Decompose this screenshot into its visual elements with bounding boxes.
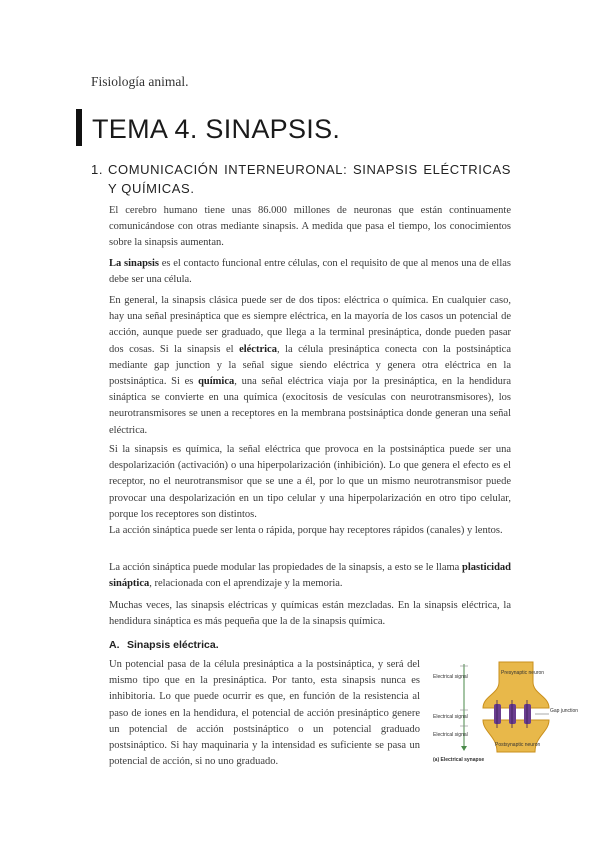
label-gap-junction: Gap junction bbox=[550, 708, 579, 714]
subsection-letter: A. bbox=[109, 639, 120, 651]
bold-term: eléctrica bbox=[239, 343, 277, 355]
bold-term: La sinapsis bbox=[109, 258, 160, 269]
bold-term: química bbox=[198, 376, 235, 388]
signal-arrow-head bbox=[461, 746, 467, 751]
paragraph-text: , relacionada con el aprendizaje y la memoria. bbox=[149, 578, 343, 590]
paragraph-8: Un potencial pasa de la célula presináptica a la postsináptica, y será del mismo tipo que en la presináptica. Por tanto, esta sinapsis nunca es inhibitoria. Lo que puede ocurrir es que, en función de la resistencia al paso de iones en la hendidura, el potencial de acción presináptico genere un potencial de acción postsináptico o un potencial graduado postsináptico. Si hay maquinaria y la intensidad es suficiente se pasa un potencial de acción, si no uno graduado. bbox=[109, 659, 420, 768]
section-heading bbox=[91, 160, 511, 198]
subsection-title: Sinapsis eléctrica. bbox=[127, 639, 219, 651]
paragraph-3 bbox=[109, 293, 511, 439]
presynaptic-neuron-shape bbox=[483, 662, 549, 708]
gap-junction-channel bbox=[524, 704, 531, 724]
paragraph-text: La acción sináptica puede modular las propiedades de la sinapsis, a esto se le llama bbox=[109, 562, 462, 573]
bold-term: plasticidad sináptica bbox=[109, 562, 511, 590]
paragraph-text: es el contacto funcional entre células, con el requisito de que al menos una de ellas debe ser una célula. bbox=[109, 258, 511, 286]
paragraph-7: Muchas veces, las sinapsis eléctricas y químicas están mezcladas. En la sinapsis eléctrica, la hendidura sináptica es más pequeña que la de la sinapsis química. bbox=[109, 600, 511, 628]
electrical-synapse-figure bbox=[431, 660, 579, 766]
paragraph-1: El cerebro humano tiene unas 86.000 millones de neuronas que están continuamente comunicándose con otras mediante sinapsis. A medida que pasa el tiempo, los conocimientos sobre la sinapsis aumentan. bbox=[109, 205, 511, 249]
synapse-diagram bbox=[431, 660, 579, 766]
paragraph-2 bbox=[109, 256, 511, 288]
section-number: 1. bbox=[91, 162, 104, 177]
paragraph-4: Si la sinapsis es química, la señal eléctrica que provoca en la postsináptica puede ser una despolarización (activación) o una hiperpolarización (inhibición). Lo que genera el efecto es el receptor, no el neurotransmisor que se une a él, por lo que un mismo neurotransmisor puede provocar una despolarización en un tipo celular y una hiperpolarización en otro tipo celular, porque los receptores son distintos. bbox=[109, 444, 511, 520]
label-electrical-signal-mid: Electrical signal bbox=[433, 714, 468, 720]
subsection-heading bbox=[109, 639, 219, 651]
page-header: Fisiología animal. bbox=[91, 74, 189, 89]
label-electrical-signal-top: Electrical signal bbox=[433, 674, 468, 680]
page-title: TEMA 4. SINAPSIS. bbox=[92, 114, 341, 144]
paragraph-5: La acción sináptica puede ser lenta o rápida, porque hay receptores rápidos (canales) y lentos. bbox=[109, 525, 503, 536]
section-title: COMUNICACIÓN INTERNEURONAL: SINAPSIS ELÉCTRICAS Y QUÍMICAS. bbox=[108, 162, 511, 196]
figure-caption: (a) Electrical synapse bbox=[433, 757, 485, 763]
label-postsynaptic: Postsynaptic neuron bbox=[495, 742, 541, 748]
paragraph-text: , una señal eléctrica viaja por la presináptica, en la hendidura sináptica se convierte en una química (exocitosis de vesículas con neurotransmisores), los neurotransmisores se unen a receptores en la membrana postsináptica donde generan una señal eléctrica. bbox=[109, 376, 512, 436]
gap-junction-channel bbox=[494, 704, 501, 724]
gap-junction-channel bbox=[509, 704, 516, 724]
title-accent-bar bbox=[76, 109, 82, 146]
paragraph-6 bbox=[109, 560, 511, 592]
label-electrical-signal-bottom: Electrical signal bbox=[433, 732, 468, 738]
label-presynaptic: Presynaptic neuron bbox=[501, 670, 545, 676]
paragraph-text: , la célula presináptica conecta con la postsináptica mediante gap junction y la señal sigue siendo eléctrica y genera otra eléctrica en la postsináptica. Si es bbox=[109, 343, 511, 388]
paragraph-text: En general, la sinapsis clásica puede ser de dos tipos: eléctrica o química. En cualquier caso, hay una señal presináptica que es siempre eléctrica, en la mayoría de los casos un potencial de acción, aunque puede ser graduado, que llega a la terminal presináptica, donde pueden pasar dos cosas. Si la sinapsis el bbox=[109, 295, 511, 355]
